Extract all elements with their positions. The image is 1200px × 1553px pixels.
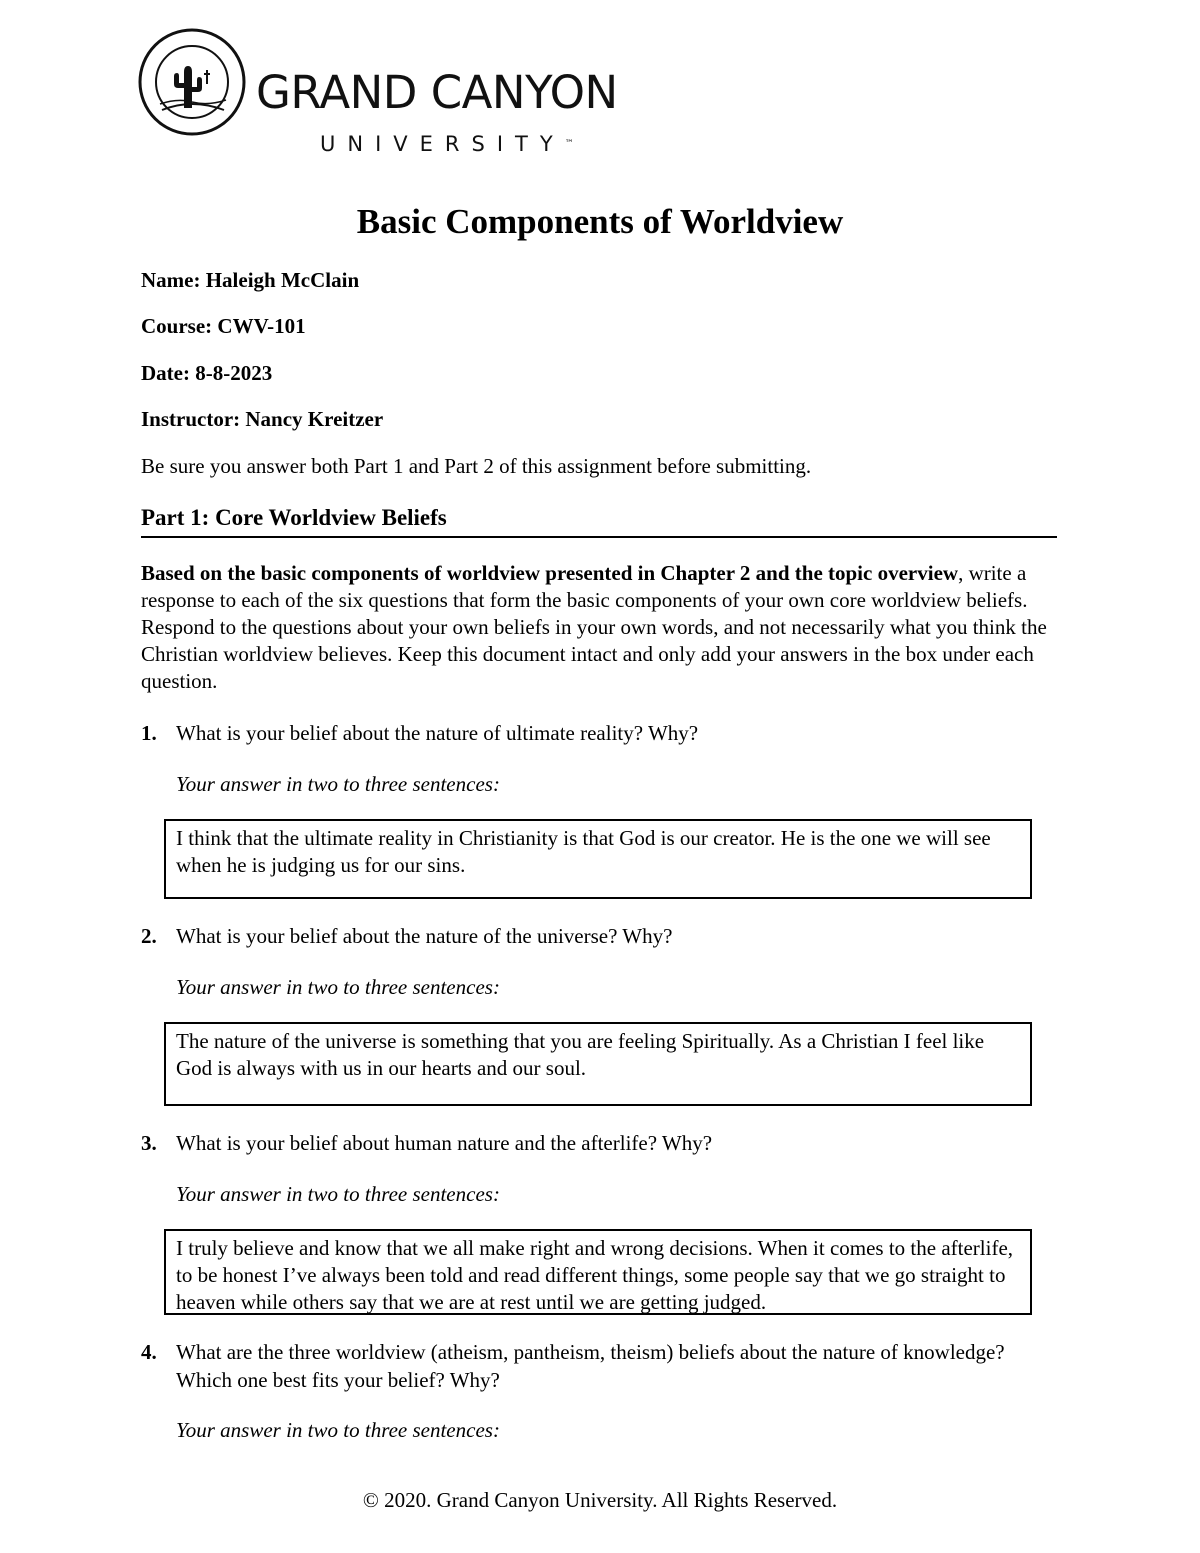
question-1-number: 1. (141, 721, 157, 745)
part1-intro (141, 560, 1061, 695)
question-3-answer-box[interactable]: I truly believe and know that we all make right and wrong decisions. When it comes to the afterlife, to be honest I’ve always been told and read different things, some people say that we go straight to heaven while others say that we are at rest until we are getting judged. (164, 1229, 1032, 1315)
question-4-number: 4. (141, 1340, 157, 1364)
wordmark-grand-canyon: GRAND CANYON (256, 66, 618, 119)
question-3-text: What is your belief about human nature and the afterlife? Why? (176, 1131, 713, 1155)
trademark-symbol: ™ (564, 139, 574, 149)
part1-heading: Part 1: Core Worldview Beliefs (141, 502, 1057, 538)
wordmark-university (320, 132, 574, 156)
question-3-number: 3. (141, 1131, 157, 1155)
question-1-answer-box[interactable]: I think that the ultimate reality in Christianity is that God is our creator. He is the one we will see when he is judging us for our sins. (164, 819, 1032, 899)
question-2-number: 2. (141, 924, 157, 948)
question-3-answer-prompt: Your answer in two to three sentences: (176, 1182, 500, 1206)
question-1-text: What is your belief about the nature of ultimate reality? Why? (176, 721, 699, 745)
question-2-answer-prompt: Your answer in two to three sentences: (176, 975, 500, 999)
submission-date: Date: 8-8-2023 (141, 361, 273, 385)
part1-intro-rest: , write a response to each of the six questions that form the basic components of your own core worldview beliefs. Respond to the questions about your own beliefs in your own words, and not necessarily what you think the Christian worldview believes. Keep this document intact and only add your answers in the box under each question. (141, 561, 1047, 693)
instruction-text: Be sure you answer both Part 1 and Part 2 of this assignment before submitting. (141, 454, 812, 478)
course-code: Course: CWV-101 (141, 314, 306, 338)
question-4-text: What are the three worldview (atheism, pantheism, theism) beliefs about the nature of knowledge? Which one best fits your belief? Why? (176, 1340, 1005, 1392)
university-logo (138, 28, 658, 156)
document-title: Basic Components of Worldview (356, 202, 844, 241)
copyright-footer: © 2020. Grand Canyon University. All Rights Reserved. (362, 1488, 838, 1512)
question-2-answer-box[interactable]: The nature of the universe is something that you are feeling Spiritually. As a Christian I feel like God is always with us in our hearts and our soul. (164, 1022, 1032, 1106)
part1-intro-bold: Based on the basic components of worldview presented in Chapter 2 and the topic overview (141, 561, 959, 585)
university-seal-icon (138, 28, 246, 136)
instructor-name: Instructor: Nancy Kreitzer (141, 407, 384, 431)
student-name: Name: Haleigh McClain (141, 268, 360, 292)
question-1-answer-prompt: Your answer in two to three sentences: (176, 772, 500, 796)
question-4-answer-prompt: Your answer in two to three sentences: (176, 1418, 500, 1442)
wordmark-university-text: UNIVERSITY (320, 132, 565, 156)
question-2-text: What is your belief about the nature of the universe? Why? (176, 924, 673, 948)
